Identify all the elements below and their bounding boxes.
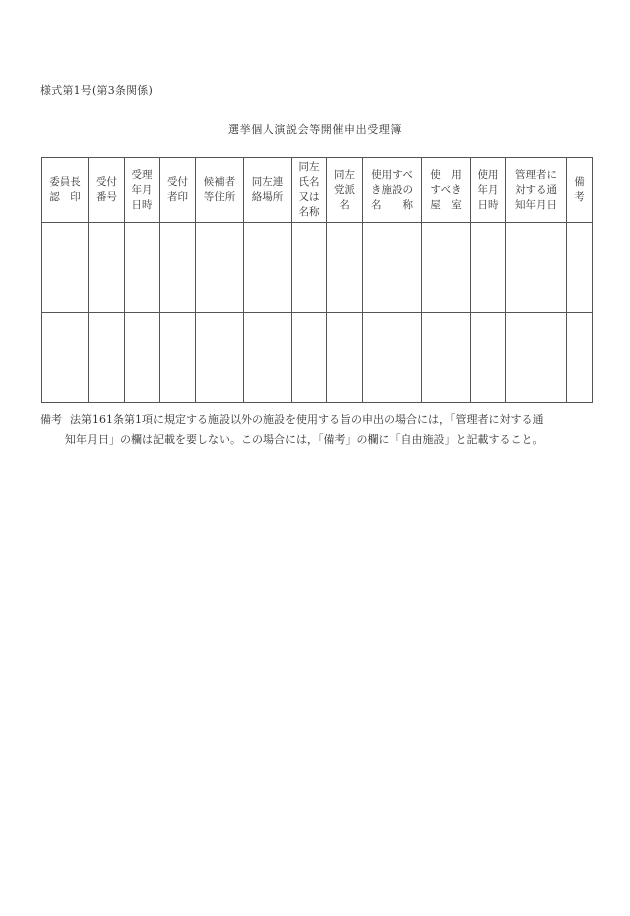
- cell-receiver-seal[interactable]: [160, 223, 196, 313]
- cell-candidate-address[interactable]: [196, 223, 244, 313]
- cell-contact-place[interactable]: [244, 313, 292, 403]
- column-header-receipt-number: [89, 158, 125, 223]
- column-header-line: 番号: [96, 191, 117, 203]
- column-header-line: 年月: [477, 183, 499, 196]
- cell-party[interactable]: [327, 313, 363, 403]
- cell-committee-chair-seal[interactable]: [42, 313, 89, 403]
- column-header-line: 管理者に: [515, 168, 557, 181]
- document-title: 選挙個人演説会等開催申出受理簿: [228, 123, 402, 136]
- column-header-party: [327, 158, 363, 223]
- column-header-line: 日時: [131, 198, 153, 211]
- column-header-name: [292, 158, 327, 223]
- column-header-line: 知年月日: [515, 198, 557, 211]
- cell-manager-notice-date[interactable]: [506, 223, 567, 313]
- column-header-line: 対する通: [515, 183, 557, 196]
- cell-manager-notice-date[interactable]: [506, 313, 567, 403]
- column-header-candidate-address: [196, 158, 244, 223]
- cell-name[interactable]: [292, 313, 327, 403]
- column-header-line: 候補者: [203, 176, 236, 188]
- column-header-receipt-datetime: [125, 158, 160, 223]
- note-label: 備考: [40, 413, 62, 426]
- cell-committee-chair-seal[interactable]: [42, 223, 89, 313]
- cell-remarks[interactable]: [567, 223, 593, 313]
- remarks-note: [40, 410, 615, 450]
- cell-name[interactable]: [292, 223, 327, 313]
- column-header-committee-chair-seal: [42, 158, 89, 223]
- column-header-line: 名 称: [371, 198, 413, 211]
- column-header-line: 名称: [298, 206, 320, 218]
- column-header-line: 備: [574, 176, 585, 188]
- form-number: 様式第1号(第3条関係): [40, 84, 153, 97]
- column-header-line: 考: [574, 191, 585, 203]
- column-header-line: 名: [339, 198, 350, 211]
- column-header-line: 認 印: [49, 191, 81, 203]
- cell-receipt-number[interactable]: [89, 223, 125, 313]
- cell-room[interactable]: [422, 313, 471, 403]
- column-header-line: き施設の: [371, 183, 413, 196]
- cell-room[interactable]: [422, 223, 471, 313]
- column-header-line: 絡場所: [251, 191, 284, 203]
- cell-facility-name[interactable]: [363, 313, 422, 403]
- cell-use-datetime[interactable]: [471, 313, 506, 403]
- column-header-receiver-seal: [160, 158, 196, 223]
- table-row: [42, 313, 593, 403]
- column-header-contact-place: [244, 158, 292, 223]
- note-text-line-2: 知年月日」の欄は記載を要しない。この場合には，「備考」の欄に「自由施設」と記載すること。: [65, 433, 544, 446]
- column-header-line: 党派: [334, 183, 355, 196]
- cell-party[interactable]: [327, 223, 363, 313]
- column-header-use-datetime: [471, 158, 506, 223]
- cell-receipt-number[interactable]: [89, 313, 125, 403]
- column-header-line: 同左: [334, 168, 355, 181]
- column-header-line: 受理: [131, 168, 153, 181]
- column-header-line: 受付: [96, 176, 117, 188]
- cell-remarks[interactable]: [567, 313, 593, 403]
- column-header-facility-name: [363, 158, 422, 223]
- column-header-remarks: [567, 158, 593, 223]
- column-header-line: 者印: [167, 191, 188, 203]
- column-header-line: 受付: [167, 176, 188, 188]
- column-header-line: 委員長: [49, 176, 81, 188]
- column-header-manager-notice-date: [506, 158, 567, 223]
- column-header-line: 氏名: [298, 176, 320, 188]
- column-header-line: 日時: [477, 198, 499, 211]
- column-header-line: 等住所: [203, 191, 236, 203]
- column-header-line: 使 用: [430, 168, 462, 181]
- column-header-line: 屋 室: [430, 198, 462, 211]
- header-row: [42, 158, 593, 223]
- column-header-line: 使用すべ: [371, 168, 413, 181]
- table-row: [42, 223, 593, 313]
- column-header-line: 使用: [477, 168, 499, 181]
- ledger-table: [41, 157, 593, 403]
- column-header-line: すべき: [430, 183, 462, 196]
- cell-candidate-address[interactable]: [196, 313, 244, 403]
- cell-contact-place[interactable]: [244, 223, 292, 313]
- cell-use-datetime[interactable]: [471, 223, 506, 313]
- column-header-line: 年月: [131, 183, 153, 196]
- cell-facility-name[interactable]: [363, 223, 422, 313]
- note-text-line-1: 法第161条第1項に規定する施設以外の施設を使用する旨の申出の場合には，「管理者に対する通: [70, 413, 544, 426]
- column-header-line: 同左連: [251, 176, 284, 188]
- column-header-room: [422, 158, 471, 223]
- cell-receiver-seal[interactable]: [160, 313, 196, 403]
- cell-receipt-datetime[interactable]: [125, 223, 160, 313]
- cell-receipt-datetime[interactable]: [125, 313, 160, 403]
- column-header-line: 又は: [298, 191, 320, 203]
- column-header-line: 同左: [298, 161, 320, 173]
